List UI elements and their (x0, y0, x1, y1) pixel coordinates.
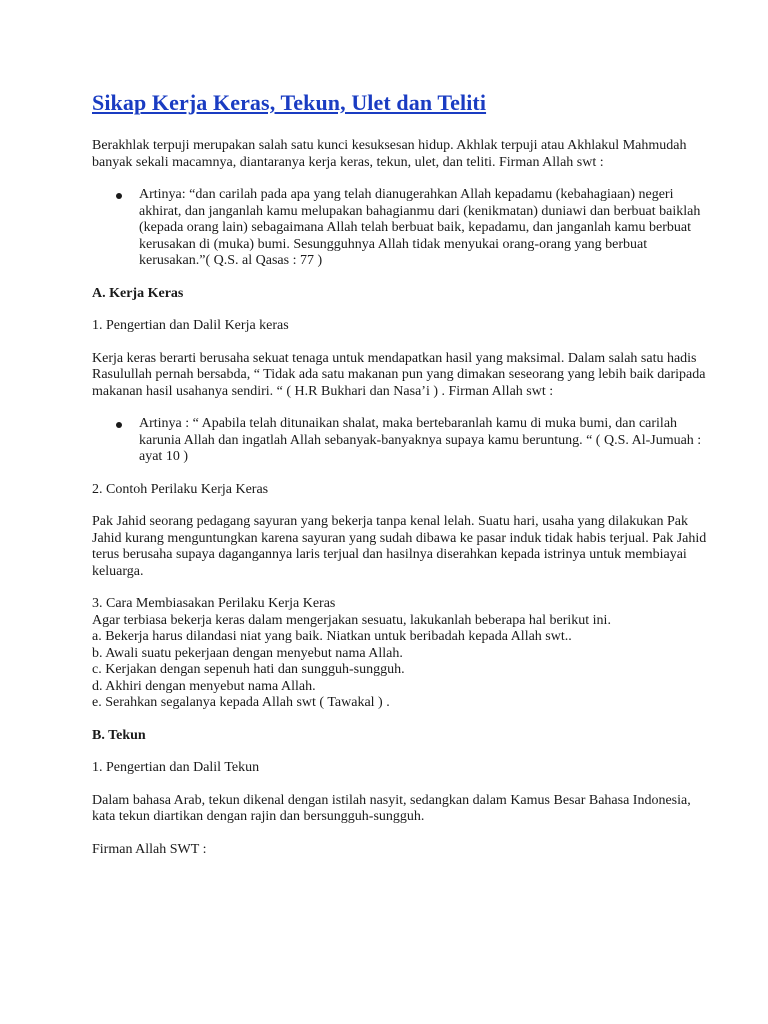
quote-text: Artinya : “ Apabila telah ditunaikan shalat, maka bertebaranlah kamu di muka bumi, dan carilah karunia Allah dan ingatlah Allah sebanyak-banyaknya supaya kamu beruntung. “ ( Q.S. Al-Jumuah : ayat 10 ) (139, 416, 702, 464)
subheading-pengertian-tekun: 1. Pengertian dan Dalil Tekun (92, 760, 260, 775)
subheading-cara-membiasakan: 3. Cara Membiasakan Perilaku Kerja Keras (92, 596, 336, 611)
section-heading-tekun: B. Tekun (92, 727, 146, 743)
list-intro: Agar terbiasa bekerja keras dalam mengerjakan sesuatu, lakukanlah beberapa hal berikut ini. (92, 612, 611, 628)
bullet-icon (116, 422, 122, 428)
list-item: d. Akhiri dengan menyebut nama Allah. (92, 678, 316, 694)
paragraph-contoh: Pak Jahid seorang pedagang sayuran yang bekerja tanpa kenal lelah. Suatu hari, usaha yang dilakukan Pak Jahid kurang menguntungkan karena sayuran yang sudah dibawa ke pasar induk tidak habis terjual. Pak Jahid terus berusaha supaya dagangannya laris terjual dan hasilnya diserahkan kepada istrinya untuk membiayai keluarga. (92, 514, 707, 579)
subheading-pengertian-kerja-keras: 1. Pengertian dan Dalil Kerja keras (92, 318, 289, 333)
page-title[interactable]: Sikap Kerja Keras, Tekun, Ulet dan Teliti (92, 90, 487, 115)
intro-paragraph: Berakhlak terpuji merupakan salah satu kunci kesuksesan hidup. Akhlak terpuji atau Akhlakul Mahmudah banyak sekali macamnya, diantaranya kerja keras, tekun, ulet, dan teliti. Firman Allah swt : (92, 138, 687, 170)
paragraph-firman: Firman Allah SWT : (92, 841, 207, 857)
bullet-icon (116, 193, 122, 199)
section-heading-kerja-keras: A. Kerja Keras (92, 285, 184, 301)
paragraph-tekun: Dalam bahasa Arab, tekun dikenal dengan istilah nasyit, sedangkan dalam Kamus Besar Bahasa Indonesia, kata tekun diartikan dengan rajin dan bersungguh-sungguh. (92, 792, 691, 824)
habit-list (92, 596, 708, 712)
quote-item (139, 416, 708, 466)
quote-text: Artinya: “dan carilah pada apa yang telah dianugerahkan Allah kepadamu (kebahagiaan) negeri akhirat, dan janganlah kamu melupakan bahagianmu dari (kenikmatan) duniawi dan berbuat baiklah (kepada orang lain) sebagaimana Allah telah berbuat baik, kepadamu, dan janganlah kamu berbuat kerusakan di (muka) bumi. Sesungguhnya Allah tidak menyukai orang-orang yang berbuat kerusakan.”( Q.S. al Qasas : 77 ) (139, 187, 701, 268)
quote-list-2 (92, 416, 708, 466)
paragraph-kerja-keras: Kerja keras berarti berusaha sekuat tenaga untuk mendapatkan hasil yang maksimal. Dalam salah satu hadis Rasulullah pernah bersabda, “ Tidak ada satu makanan pun yang dimakan seseorang yang lebih baik daripada makanan hasil usahanya sendiri. “ ( H.R Bukhari dan Nasa’i ) . Firman Allah swt : (92, 350, 706, 399)
list-item: c. Kerjakan dengan sepenuh hati dan sungguh-sungguh. (92, 662, 405, 677)
quote-item (139, 187, 708, 270)
list-item: e. Serahkan segalanya kepada Allah swt ( Tawakal ) . (92, 695, 390, 710)
subheading-contoh-kerja-keras: 2. Contoh Perilaku Kerja Keras (92, 481, 269, 497)
list-item: b. Awali suatu pekerjaan dengan menyebut nama Allah. (92, 645, 403, 661)
list-item: a. Bekerja harus dilandasi niat yang baik. Niatkan untuk beribadah kepada Allah swt.. (92, 629, 572, 644)
quote-list-1 (92, 187, 708, 270)
